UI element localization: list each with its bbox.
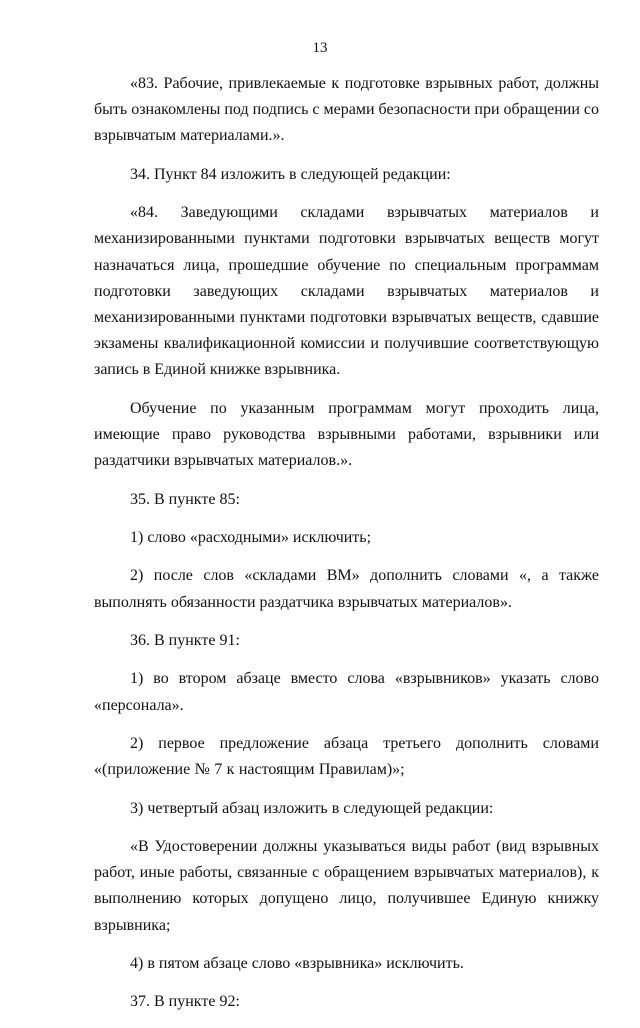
item-36-subitem-4: 4) в пятом абзаце слово «взрывника» исключить.	[130, 954, 464, 972]
item-35-subitem-1: 1) слово «расходными» исключить;	[130, 528, 372, 546]
item-36-heading: 36. В пункте 91:	[130, 631, 240, 649]
item-36-subitem-1: 1) во втором абзаце вместо слова «взрывников» указать слово «персонала».	[94, 670, 599, 714]
certificate-paragraph-text: «В Удостоверении должны указываться виды работ (вид взрывных работ, иные работы, связанные с обращением взрывчатых материалов), к выполнению которых допущено лицо, получившее Единую книжку взрывника;	[94, 837, 599, 934]
item-37-heading: 37. В пункте 92:	[130, 993, 240, 1011]
item-35-subitem-2: 2) после слов «складами ВМ» дополнить словами «, а также выполнять обязанности раздатчика взрывчатых материалов».	[94, 567, 599, 611]
paragraph-84-text: «84. Заведующими складами взрывчатых материалов и механизированными пунктами подготовки взрывчатых веществ могут назначаться лица, прошедшие обучение по специальным программам подготовки заведующих складами взрывчатых материалов и механизированными пунктами подготовки взрывчатых веществ, сдавшие экзамены квалификационной комиссии и получившие соответствующую запись в Единой книжке взрывника.	[94, 204, 599, 379]
page-number: 13	[312, 40, 328, 56]
item-35-heading: 35. В пункте 85:	[130, 490, 240, 508]
document-body	[94, 71, 599, 1028]
item-36-subitem-2: 2) первое предложение абзаца третьего дополнить словами «(приложение № 7 к настоящим Правилам)»;	[94, 734, 599, 779]
paragraph-83-text: «83. Рабочие, привлекаемые к подготовке взрывных работ, должны быть ознакомлены под подпись с мерами безопасности при обращении со взрывчатым материалами.».	[94, 75, 599, 145]
item-34-heading: 34. Пункт 84 изложить в следующей редакции:	[130, 165, 451, 183]
item-36-subitem-3: 3) четвертый абзац изложить в следующей редакции:	[130, 799, 494, 817]
paragraph-84-continuation: Обучение по указанным программам могут проходить лица, имеющие право руководства взрывными работами, взрывники или раздатчики взрывчатых материалов.».	[94, 399, 599, 470]
